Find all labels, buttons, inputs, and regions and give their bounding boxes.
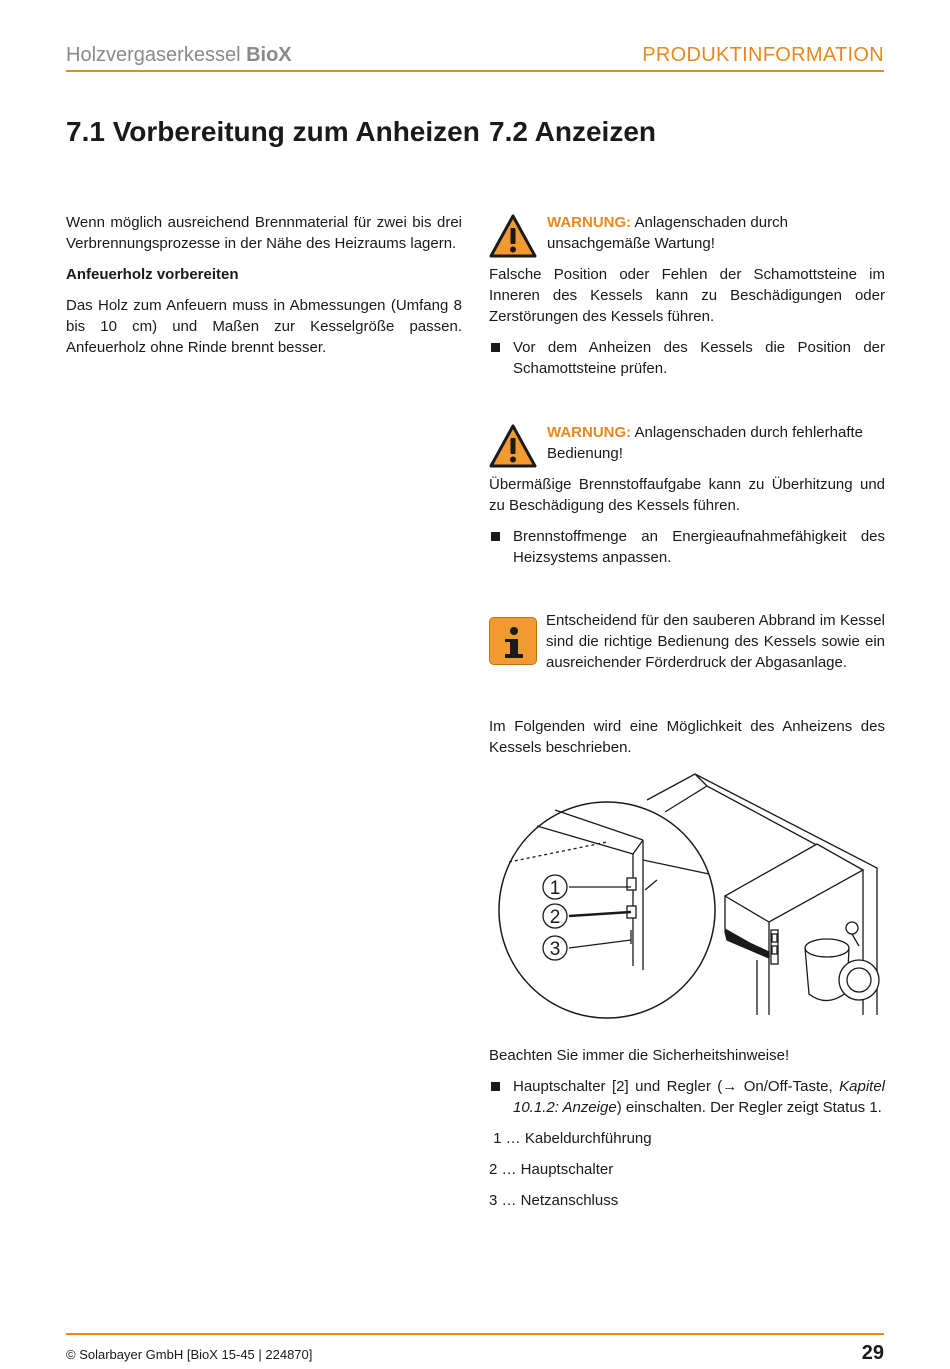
document-title-bold: BioX [246,44,292,66]
procedure-intro: Im Folgenden wird eine Möglichkeit des Anheizens des Kessels beschrieben. [489,718,885,756]
warning-triangle-icon [489,214,537,258]
heading-7-1: 7.1 Vorbereitung zum Anheizen [66,116,480,147]
boiler-illustration [497,770,885,1028]
info-text-block [546,610,885,673]
warning-block-2 [489,422,885,464]
left-body: Das Holz zum Anfeuern muss in Abmessungen (Umfang 8 bis 10 cm) und Maßen zur Kesselgröße passen. Anfeuerholz ohne Rinde brennt besser. [66,297,462,356]
legend-item-3: 3 … Netzanschluss [489,1192,619,1209]
warning-2-title: WARNUNG: Anlagenschaden durch fehlerhafte Bedienung! [547,424,863,462]
steps-block [489,1045,885,1211]
chapter-reference: Kapitel 10.1.2: Anzeige [513,1078,885,1116]
legend-item-2: 2 … Hauptschalter [489,1161,614,1178]
footer-rule [66,1333,884,1335]
callout-label-3: 3 [549,939,561,960]
page-number: 29 [861,1342,884,1364]
section-label: PRODUKTINFORMATION [642,44,884,66]
warning-1-label: WARNUNG: [547,214,632,231]
warning-2-body [489,474,885,568]
warning-1-body [489,264,885,379]
info-text: Entscheidend für den sauberen Abbrand im Kessel sind die richtige Bedienung des Kessels sowie ein ausreichender Förderdruck der Abgasanlage. [546,612,885,671]
footer-copyright: © Solarbayer GmbH [BioX 15-45 | 224870] [66,1347,313,1362]
document-title: Holzvergaserkessel BioX [66,44,292,66]
warning-block-1 [489,212,885,254]
header-rule [66,70,884,72]
procedure-intro-block [489,716,885,758]
heading-7-2: 7.2 Anzeizen [489,116,657,147]
safety-note: Beachten Sie immer die Sicherheitshinweise! [489,1047,790,1064]
left-subheading: Anfeuerholz vorbereiten [66,266,239,283]
warning-2-text: Übermäßige Brennstoffaufgabe kann zu Überhitzung und zu Beschädigung des Kessels führen. [489,476,885,514]
callout-label-2: 2 [549,907,561,928]
arrow-right-icon: → [722,1078,738,1095]
warning-1-text: Falsche Position oder Fehlen der Schamottsteine im Inneren des Kessels kann zu Beschädigungen oder Zerstörungen des Kessels führen. [489,266,885,325]
step-main-switch: Hauptschalter [2] und Regler (→ On/Off-Taste, Kapitel 10.1.2: Anzeige) einschalten. Der Regler zeigt Status 1. [489,1076,885,1118]
warning-2-label: WARNUNG: [547,424,632,441]
left-column [66,212,462,358]
warning-2-bullet: Brennstoffmenge an Energieaufnahmefähigkeit des Heizsystems anpassen. [489,526,885,568]
left-intro: Wenn möglich ausreichend Brennmaterial für zwei bis drei Verbrennungsprozesse in der Nähe des Heizraums lagern. [66,214,462,252]
legend-item-1: 1 … Kabeldurchführung [489,1130,652,1147]
callout-label-1: 1 [549,878,561,899]
warning-1-bullet: Vor dem Anheizen des Kessels die Position der Schamottsteine prüfen. [489,337,885,379]
info-icon [489,617,537,665]
warning-1-title: WARNUNG: Anlagenschaden durch unsachgemäße Wartung! [547,214,788,252]
warning-triangle-icon [489,424,537,468]
